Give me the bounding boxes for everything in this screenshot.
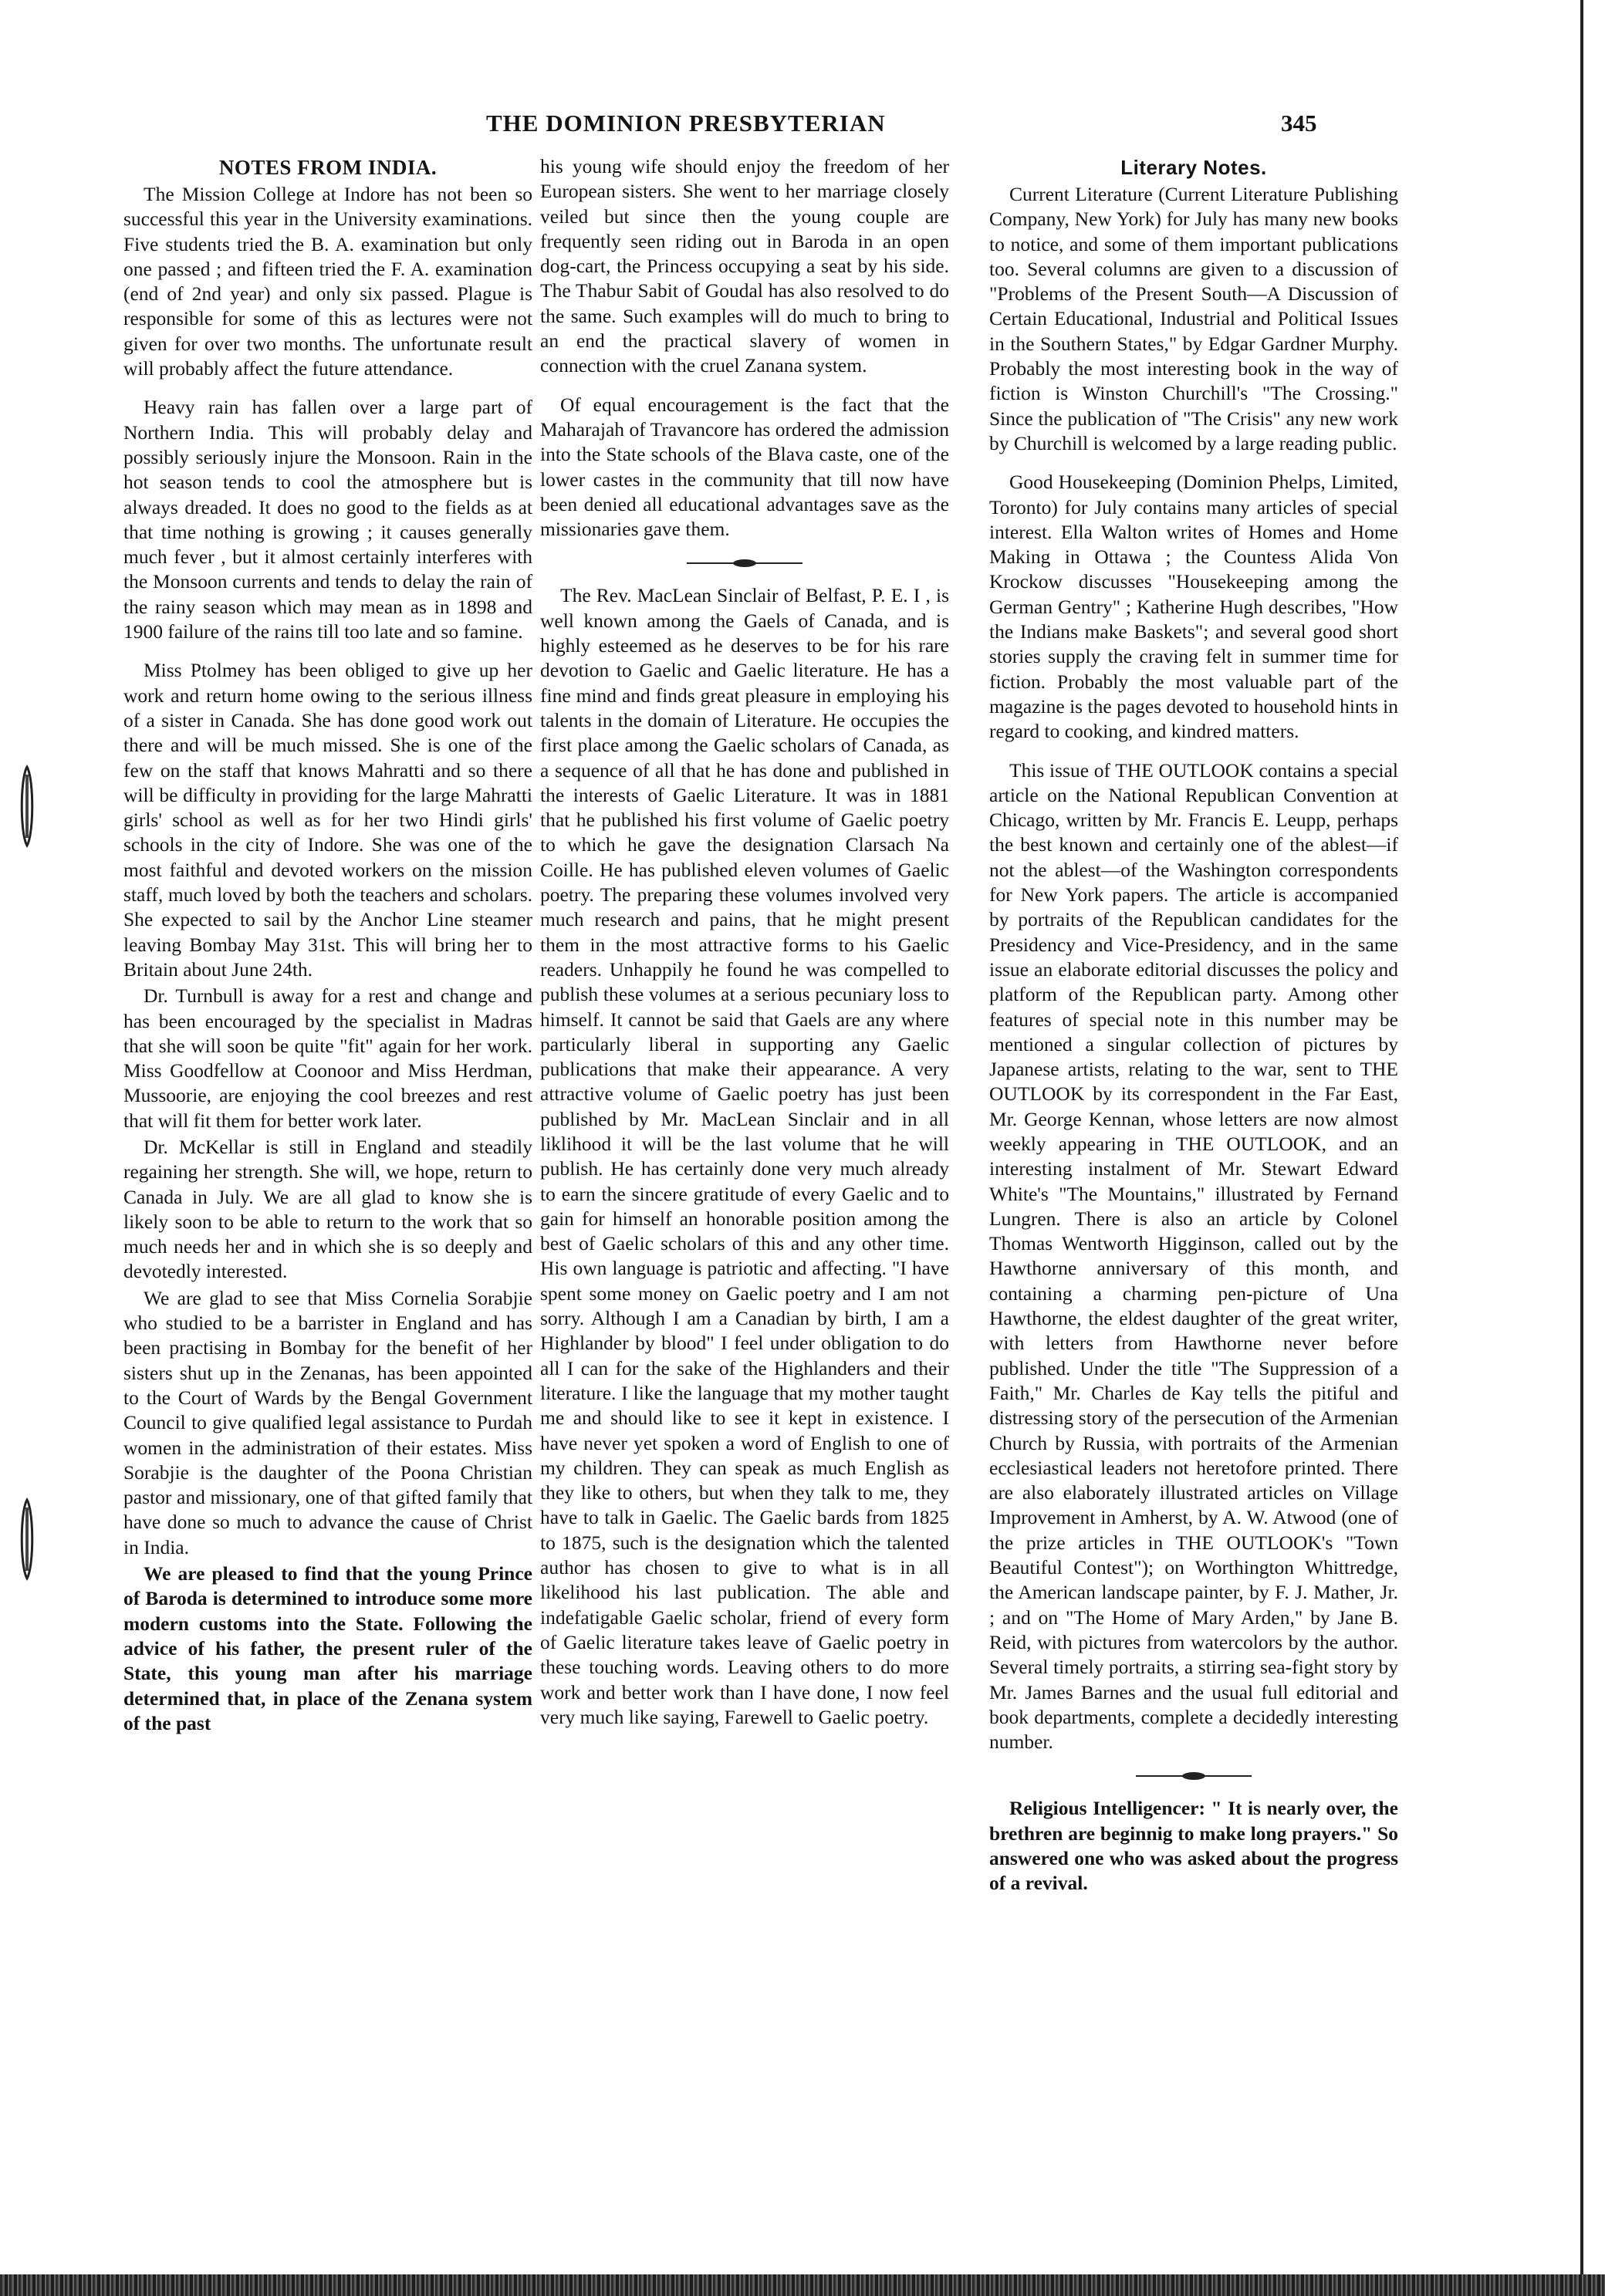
paragraph: Miss Ptolmey has been obliged to give up her work and return home owing to the serious illness of a sister in Canada. She has done good work out there and will be much missed. She is one of the few on the staff that knows Mahratti and so there will be difficulty in providing for the large Mahratti girls' school as well as for her two Hindi girls' schools in the city of Indore. She was one of the most faithful and devoted workers on the mission staff, much loved by both the teachers and scholars. She expected to sail by the Anchor Line steamer leaving Bombay May 31st. This will bring her to Britain about June 24th. bbox=[123, 659, 532, 981]
paragraph: Heavy rain has fallen over a large part of Northern India. This will probably delay and possibly seriously injure the Monsoon. Rain in the hot season tends to cool the atmosphere but is always dreaded. It does no good to the fields as at that time nothing is growing ; it causes generally much fever , but it almost certainly interferes with the Monsoon currents and tends to delay the rain of the rainy season which may mean as in 1898 and 1900 failure of the rains till too late and so famine. bbox=[123, 396, 532, 643]
paragraph: Current Literature (Current Literature Publishing Company, New York) for July has many new books to notice, and some of them important publications too. Several columns are given to a discussion of "Problems of the Present South—A Discussion of Certain Educational, Industrial and Political Issues in the Southern States," by Edgar Gardner Murphy. Probably the most interesting book in the way of fiction is Winston Churchill's "The Crossing." Since the publication of "The Crisis" any new work by Churchill is welcomed by a large reading public. bbox=[989, 183, 1398, 454]
column-left bbox=[123, 154, 532, 1750]
section-separator bbox=[687, 559, 802, 568]
paragraph: We are glad to see that Miss Cornelia Sorabjie who studied to be a barrister in England and has been practising in Bombay for the benefit of her sisters shut up in the Zenanas, has been appointed to the Court of Wards by the Bengal Government Council to give qualified legal assistance to Purdah women in the administration of their estates. Miss Sorabjie is the daughter of the Poona Christian pastor and missionary, one of that gifted family that have done so much to advance the cause of Christ in India. bbox=[123, 1286, 532, 1558]
paragraph: The Mission College at Indore has not been so successful this year in the University examinations. Five students tried the B. A. examination but only one passed ; and fifteen tried the F. A. examination (end of 2nd year) and only six passed. Plague is responsible for some of this as lectures were not given for over two months. The unfortunate result will probably affect the future attendance. bbox=[123, 183, 532, 380]
paragraph: Dr. McKellar is still in England and steadily regaining her strength. She will, we hope, return to Canada in July. We are all glad to know she is likely soon to be able to return to the work that so much needs her and in which she is so deeply and devotedly interested. bbox=[123, 1135, 532, 1283]
notes-from-india-heading: NOTES FROM INDIA. bbox=[218, 156, 438, 179]
running-title: THE DOMINION PRESBYTERIAN bbox=[486, 110, 886, 137]
paragraph: Good Housekeeping (Dominion Phelps, Limited, Toronto) for July contains many articles of special interest. Ella Walton writes of Homes and Home Making in Ottawa ; the Countess Alida Von Krockow discusses "Housekeeping among the German Gentry" ; Katherine Hugh describes, "How the Indians make Baskets"; and several good short stories supply the craving felt in summer time for fiction. Probably the most valuable part of the magazine is the pages devoted to household hints in regard to cooking, and kindred matters. bbox=[989, 471, 1398, 743]
page-header bbox=[139, 110, 1343, 140]
paragraph: Religious Intelligencer: " It is nearly over, the brethren are beginnig to make long prayers." So answered one who was asked about the progress of a revival. bbox=[989, 1797, 1398, 1895]
page-number: 345 bbox=[1281, 110, 1317, 137]
literary-notes-heading: Literary Notes. bbox=[1120, 156, 1267, 179]
section-separator bbox=[1136, 1771, 1252, 1781]
paragraph: The Rev. MacLean Sinclair of Belfast, P. E. I , is well known among the Gaels of Canada, and is highly esteemed as he deserves to be for his rare devotion to Gaelic and Gaelic literature. He has a fine mind and finds great pleasure in employing his talents in the domain of Literature. He occupies the first place among the Gaelic scholars of Canada, as a sequence of all that he has done and published in the interests of Gaelic Literature. It was in 1881 that he published his first volume of Gaelic poetry to which he gave the designation Clarsach Na Coille. He has published eleven volumes of Gaelic poetry. The preparing these volumes involved very much research and pains, that he might present them in the most attractive forms to his Gaelic readers. Unhappily he found he was compelled to publish these volumes at a serious pecuniary loss to himself. It cannot be said that Gaels are any where particularly liberal in supporting any Gaelic publications that make their appearance. A very attractive volume of Gaelic poetry has just been published by Mr. MacLean Sinclair and in all liklihood it will be the last volume that he will publish. He has certainly done very much already to earn the sincere gratitude of every Gaelic and to gain for himself an honorable position among the best of Gaelic scholars of this and any other time. His own language is patriotic and affecting. "I have spent some money on Gaelic poetry and I am not sorry. Although I am a Canadian by birth, I am a Highlander by blood" I feel under obligation to do all I can for the sake of the Highlanders and their literature. I like the language that my mother taught me and should like to see it kept in existence. I have never yet spoken a word of English to one of my children. They can speak as much English as they like to others, but when they talk to me, they have to talk in Gaelic. The Gaelic bards from 1825 to 1875, such is the designation which the talented author has chosen to give to what is in all likelihood his last publication. The able and indefatigable Gaelic scholar, friend of every form of Gaelic literature takes leave of Gaelic poetry in these touching words. Leaving others to do more work and better work than I have done, I now feel very much like saying, Farewell to Gaelic poetry. bbox=[540, 584, 949, 1728]
column-right bbox=[989, 154, 1398, 1910]
paragraph: Dr. Turnbull is away for a rest and change and has been encouraged by the specialist in Madras that she will soon be quite "fit" again for her work. Miss Goodfellow at Coonoor and Miss Herdman, Mussoorie, are enjoying the cool breezes and rest that will fit them for better work later. bbox=[123, 984, 532, 1132]
paragraph: This issue of THE OUTLOOK contains a special article on the National Republican Convention at Chicago, written by Mr. Francis E. Leupp, perhaps the best known and certainly one of the ablest—if not the ablest—of the Washington correspondents for New York papers. The article is accompanied by portraits of the Republican candidates for the Presidency and Vice-Presidency, and in the same issue an elaborate editorial discusses the policy and platform of the Republican party. Among other features of special note in this number may be mentioned a singular collection of pictures by Japanese artists, relating to the war, sent to THE OUTLOOK by its correspondent in the Far East, Mr. George Kennan, whose letters are now almost weekly appearing in THE OUTLOOK, and an interesting instalment of Mr. Stewart Edward White's "The Mountains," illustrated by Fernand Lungren. There is also an article by Colonel Thomas Wentworth Higginson, called out by the Hawthorne anniversary of this month, and containing a charming pen-picture of Una Hawthorne, the eldest daughter of the great writer, with letters from Hawthorne never before published. Under the title "The Suppression of a Faith," Mr. Charles de Kay tells the pitiful and distressing story of the persecution of the Armenian Church by Russia, with portraits of the Armenian ecclesiastical leaders not heretofore printed. There are also elaborately illustrated articles on Village Improvement in Amherst, by A. W. Atwood (one of the prize articles in THE OUTLOOK's "Town Beautiful Contest"); on Worthington Whittredge, the American landscape painter, by F. J. Mather, Jr. ; and on "The Home of Mary Arden," by Jane B. Reid, with pictures from watercolors by the author. Several timely portraits, a stirring sea-fight story by Mr. James Barnes and the usual full editorial and book departments, complete a decidedly interesting number. bbox=[989, 758, 1398, 1754]
scan-bottom-edge bbox=[0, 2274, 1605, 2296]
binder-clip-top bbox=[17, 764, 37, 849]
paragraph: his young wife should enjoy the freedom of her European sisters. She went to her marriage closely veiled but since then the young couple are frequently seen riding out in Baroda in an open dog-cart, the Princess occupying a seat by his side. The Thabur Sabit of Goudal has also resolved to do the same. Such examples will do much to bring to an end the practical slavery of women in connection with the cruel Zanana system. bbox=[540, 155, 949, 377]
binder-clip-bottom bbox=[17, 1497, 37, 1582]
column-middle bbox=[540, 154, 949, 1744]
paragraph: We are pleased to find that the young Prince of Baroda is determined to introduce some more modern customs into the State. Following the advice of his father, the present ruler of the State, this young man after his marriage determined that, in place of the Zenana system of the past bbox=[123, 1562, 532, 1734]
paragraph: Of equal encouragement is the fact that the Maharajah of Travancore has ordered the admission into the State schools of the Blava caste, one of the lower castes in the community that till now have been denied all educational advantages save as the missionaries gave them. bbox=[540, 393, 949, 541]
